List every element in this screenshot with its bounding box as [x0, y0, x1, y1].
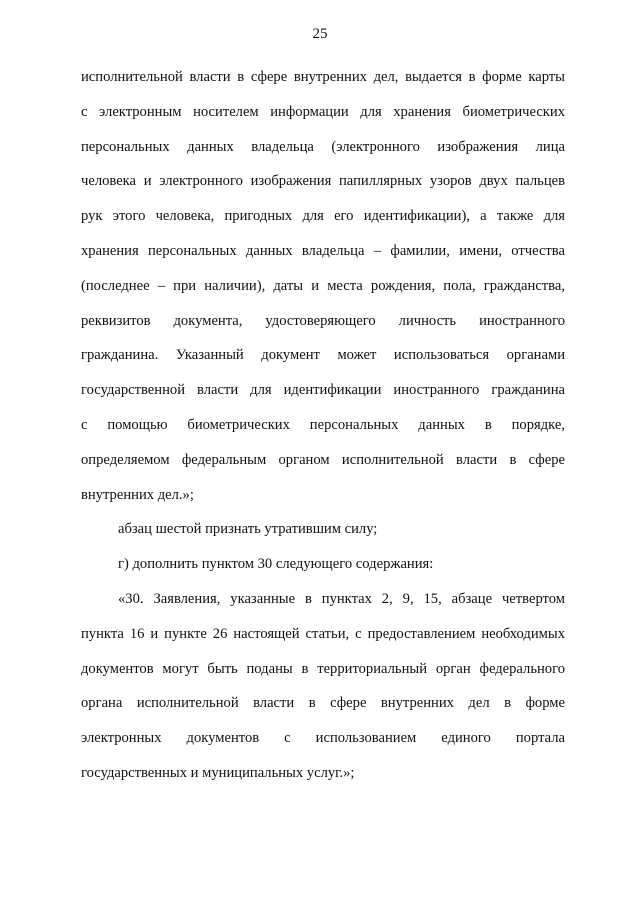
text-line: документов могут быть поданы в территориальный орган федерального [81, 660, 565, 677]
text-line: пункта 16 и пункте 26 настоящей статьи, с предоставлением необходимых [81, 625, 565, 642]
text-line: рук этого человека, пригодных для его идентификации), а также для [81, 208, 565, 225]
text-line: государственных и муниципальных услуг.»; [81, 764, 355, 781]
text-line: органа исполнительной власти в сфере внутренних дел в форме [81, 695, 565, 712]
text-line: г) дополнить пунктом 30 следующего содержания: [118, 556, 434, 573]
text-line: определяемом федеральным органом исполнительной власти в сфере [81, 451, 565, 468]
text-line: персональных данных владельца (электронного изображения лица [81, 138, 565, 155]
text-line: гражданина. Указанный документ может использоваться органами [81, 347, 565, 364]
text-line: (последнее – при наличии), даты и места рождения, пола, гражданства, [81, 277, 565, 294]
text-line: абзац шестой признать утратившим силу; [118, 521, 378, 538]
document-body [81, 60, 565, 791]
text-line: с помощью биометрических персональных данных в порядке, [81, 416, 565, 433]
text-line: хранения персональных данных владельца – фамилии, имени, отчества [81, 242, 565, 259]
text-line: электронных документов с использованием единого портала [81, 730, 565, 747]
text-line: внутренних дел.»; [81, 486, 194, 503]
text-line: государственной власти для идентификации иностранного гражданина [81, 382, 565, 399]
text-line: реквизитов документа, удостоверяющего личность иностранного [81, 312, 565, 329]
text-line: с электронным носителем информации для хранения биометрических [81, 103, 565, 120]
page-number: 25 [312, 26, 328, 42]
text-line: человека и электронного изображения папиллярных узоров двух пальцев [81, 173, 565, 190]
text-line: «30. Заявления, указанные в пунктах 2, 9, 15, абзаце четвертом [118, 590, 565, 607]
text-line: исполнительной власти в сфере внутренних дел, выдается в форме карты [81, 69, 565, 85]
